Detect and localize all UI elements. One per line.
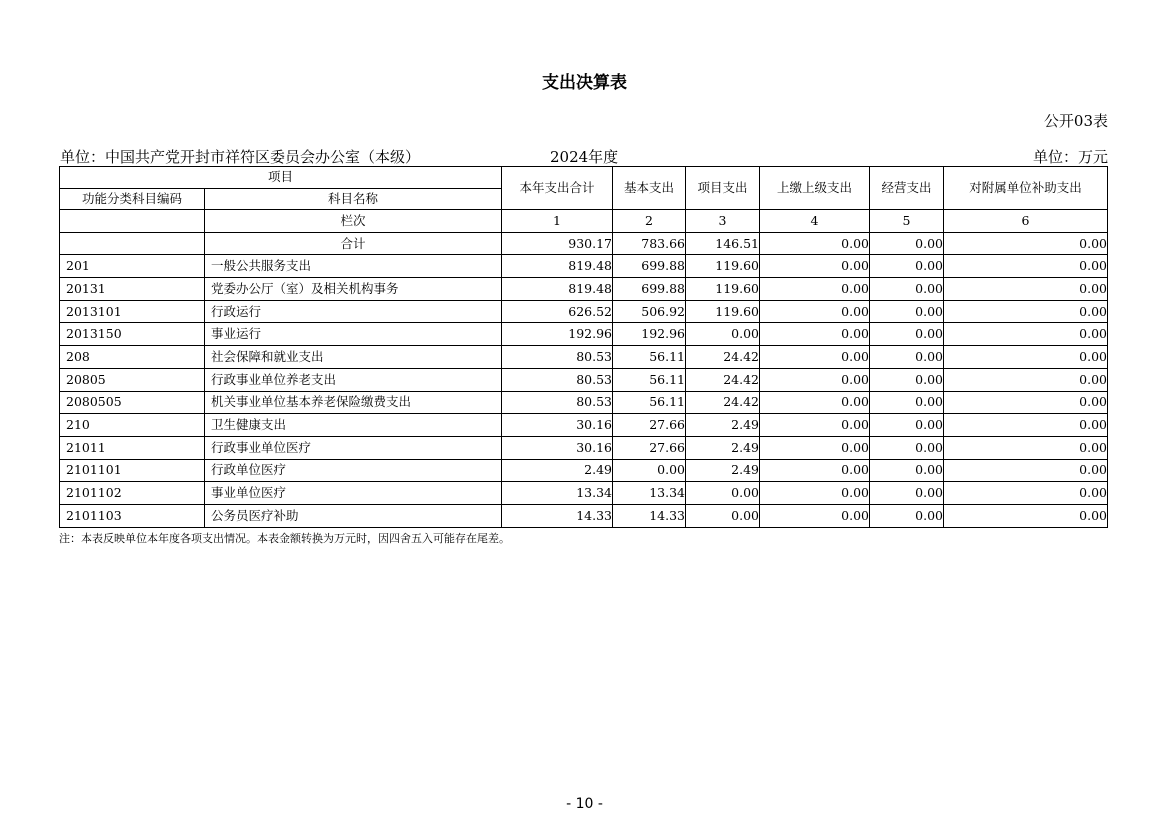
total-value: 0.00 <box>944 232 1108 255</box>
table-row <box>60 504 1108 527</box>
total-label: 合计 <box>205 232 502 255</box>
row-value: 2.49 <box>502 459 613 482</box>
row-value: 626.52 <box>502 300 613 323</box>
row-code: 201 <box>60 255 205 278</box>
total-value: 146.51 <box>686 232 760 255</box>
row-value: 2.49 <box>686 436 760 459</box>
row-value: 119.60 <box>686 300 760 323</box>
row-value: 0.00 <box>870 278 944 301</box>
total-value: 783.66 <box>613 232 686 255</box>
row-value: 0.00 <box>944 346 1108 369</box>
row-value: 0.00 <box>760 346 870 369</box>
table-row <box>60 278 1108 301</box>
row-value: 0.00 <box>870 300 944 323</box>
row-code: 21011 <box>60 436 205 459</box>
page-title: 支出决算表 <box>542 73 627 93</box>
row-name: 行政事业单位养老支出 <box>205 368 502 391</box>
row-code: 208 <box>60 346 205 369</box>
row-value: 0.00 <box>944 482 1108 505</box>
row-value: 0.00 <box>870 459 944 482</box>
total-value: 0.00 <box>760 232 870 255</box>
total-value: 0.00 <box>870 232 944 255</box>
row-value: 56.11 <box>613 368 686 391</box>
row-value: 0.00 <box>870 391 944 414</box>
row-value: 0.00 <box>686 482 760 505</box>
row-value: 0.00 <box>760 323 870 346</box>
row-value: 30.16 <box>502 414 613 437</box>
row-value: 699.88 <box>613 278 686 301</box>
row-value: 0.00 <box>760 504 870 527</box>
table-cell <box>60 210 205 233</box>
row-value: 80.53 <box>502 346 613 369</box>
row-value: 192.96 <box>613 323 686 346</box>
row-value: 56.11 <box>613 391 686 414</box>
row-value: 24.42 <box>686 391 760 414</box>
row-value: 0.00 <box>870 414 944 437</box>
header-subsidy: 对附属单位补助支出 <box>944 167 1108 210</box>
row-code: 20805 <box>60 368 205 391</box>
row-code: 2101102 <box>60 482 205 505</box>
row-name: 社会保障和就业支出 <box>205 346 502 369</box>
header-project-expenditure: 项目支出 <box>686 167 760 210</box>
row-value: 0.00 <box>870 482 944 505</box>
row-value: 119.60 <box>686 278 760 301</box>
row-code: 2101101 <box>60 459 205 482</box>
row-value: 0.00 <box>760 278 870 301</box>
header-basic: 基本支出 <box>613 167 686 210</box>
table-row <box>60 346 1108 369</box>
table-row <box>60 414 1108 437</box>
header-total: 本年支出合计 <box>502 167 613 210</box>
row-value: 13.34 <box>502 482 613 505</box>
column-number: 6 <box>944 210 1108 233</box>
row-value: 0.00 <box>760 482 870 505</box>
column-number: 3 <box>686 210 760 233</box>
row-value: 819.48 <box>502 278 613 301</box>
row-value: 0.00 <box>944 278 1108 301</box>
table-header-row <box>60 167 1108 189</box>
row-name: 行政运行 <box>205 300 502 323</box>
row-code: 2101103 <box>60 504 205 527</box>
column-number: 2 <box>613 210 686 233</box>
row-value: 0.00 <box>944 300 1108 323</box>
row-value: 0.00 <box>870 323 944 346</box>
column-number: 5 <box>870 210 944 233</box>
row-value: 0.00 <box>944 504 1108 527</box>
row-value: 27.66 <box>613 414 686 437</box>
table-row <box>60 255 1108 278</box>
table-row <box>60 391 1108 414</box>
table-cell <box>60 232 205 255</box>
table-row <box>60 436 1108 459</box>
row-value: 0.00 <box>944 436 1108 459</box>
row-code: 210 <box>60 414 205 437</box>
row-value: 506.92 <box>613 300 686 323</box>
column-number: 4 <box>760 210 870 233</box>
row-value: 0.00 <box>760 459 870 482</box>
expenditure-table <box>59 166 1108 528</box>
row-value: 0.00 <box>870 368 944 391</box>
row-value: 0.00 <box>760 368 870 391</box>
total-row <box>60 232 1108 255</box>
row-value: 80.53 <box>502 391 613 414</box>
row-name: 事业单位医疗 <box>205 482 502 505</box>
column-number: 1 <box>502 210 613 233</box>
row-value: 80.53 <box>502 368 613 391</box>
row-value: 0.00 <box>686 504 760 527</box>
total-value: 930.17 <box>502 232 613 255</box>
row-value: 2.49 <box>686 459 760 482</box>
row-value: 0.00 <box>944 323 1108 346</box>
row-value: 24.42 <box>686 346 760 369</box>
row-code: 2013150 <box>60 323 205 346</box>
row-value: 0.00 <box>760 436 870 459</box>
unit-label: 单位：中国共产党开封市祥符区委员会办公室（本级） <box>60 148 421 166</box>
row-value: 0.00 <box>870 436 944 459</box>
row-value: 819.48 <box>502 255 613 278</box>
row-value: 699.88 <box>613 255 686 278</box>
column-label: 栏次 <box>205 210 502 233</box>
table-row <box>60 482 1108 505</box>
row-value: 0.00 <box>944 391 1108 414</box>
row-name: 公务员医疗补助 <box>205 504 502 527</box>
row-value: 0.00 <box>870 255 944 278</box>
row-value: 30.16 <box>502 436 613 459</box>
row-name: 机关事业单位基本养老保险缴费支出 <box>205 391 502 414</box>
header-code: 功能分类科目编码 <box>60 188 205 210</box>
row-value: 0.00 <box>760 300 870 323</box>
row-value: 0.00 <box>870 504 944 527</box>
row-name: 行政事业单位医疗 <box>205 436 502 459</box>
row-value: 0.00 <box>870 346 944 369</box>
row-name: 一般公共服务支出 <box>205 255 502 278</box>
header-upper: 上缴上级支出 <box>760 167 870 210</box>
row-name: 事业运行 <box>205 323 502 346</box>
column-number-row <box>60 210 1108 233</box>
header-operating: 经营支出 <box>870 167 944 210</box>
row-value: 0.00 <box>944 459 1108 482</box>
table-row <box>60 300 1108 323</box>
row-value: 0.00 <box>686 323 760 346</box>
row-value: 0.00 <box>944 368 1108 391</box>
row-name: 行政单位医疗 <box>205 459 502 482</box>
row-value: 13.34 <box>613 482 686 505</box>
row-code: 2080505 <box>60 391 205 414</box>
row-code: 2013101 <box>60 300 205 323</box>
row-value: 192.96 <box>502 323 613 346</box>
fiscal-year: 2024年度 <box>550 148 619 166</box>
row-code: 20131 <box>60 278 205 301</box>
row-value: 0.00 <box>944 255 1108 278</box>
row-value: 0.00 <box>760 414 870 437</box>
row-value: 14.33 <box>613 504 686 527</box>
row-name: 卫生健康支出 <box>205 414 502 437</box>
footnote: 注：本表反映单位本年度各项支出情况。本表金额转换为万元时，因四舍五入可能存在尾差。 <box>59 532 510 545</box>
header-name: 科目名称 <box>205 188 502 210</box>
table-row <box>60 323 1108 346</box>
currency-unit: 单位：万元 <box>1032 148 1108 166</box>
header-project: 项目 <box>60 167 502 189</box>
row-value: 0.00 <box>613 459 686 482</box>
row-value: 0.00 <box>760 391 870 414</box>
form-number: 公开03表 <box>1043 112 1108 130</box>
row-value: 56.11 <box>613 346 686 369</box>
table-row <box>60 368 1108 391</box>
row-value: 27.66 <box>613 436 686 459</box>
row-value: 2.49 <box>686 414 760 437</box>
row-name: 党委办公厅（室）及相关机构事务 <box>205 278 502 301</box>
row-value: 14.33 <box>502 504 613 527</box>
row-value: 0.00 <box>944 414 1108 437</box>
table-row <box>60 459 1108 482</box>
row-value: 119.60 <box>686 255 760 278</box>
row-value: 24.42 <box>686 368 760 391</box>
row-value: 0.00 <box>760 255 870 278</box>
page-number: - 10 - <box>566 796 603 812</box>
